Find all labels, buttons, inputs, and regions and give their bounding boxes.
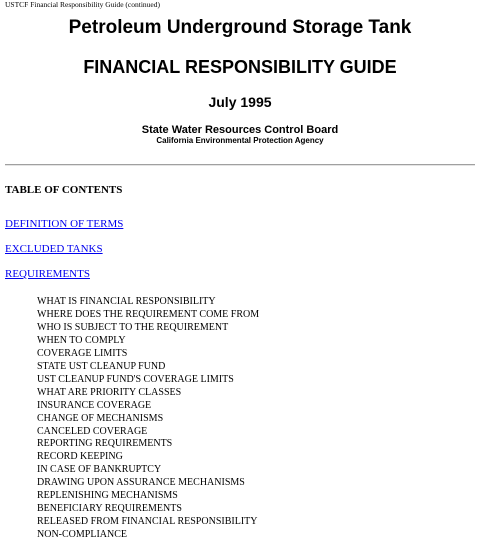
document-title: Petroleum Underground Storage Tank bbox=[68, 17, 412, 38]
document-date: July 1995 bbox=[208, 94, 272, 110]
toc-sub-item: RELEASED FROM FINANCIAL RESPONSIBILITY bbox=[37, 516, 258, 528]
toc-sub-item: RECORD KEEPING bbox=[37, 451, 123, 463]
toc-sub-item: CHANGE OF MECHANISMS bbox=[37, 412, 164, 424]
toc-sub-item: WHERE DOES THE REQUIREMENT COME FROM bbox=[37, 308, 260, 320]
toc-sub-item: UST CLEANUP FUND'S COVERAGE LIMITS bbox=[37, 373, 234, 385]
agency-name: State Water Resources Control Board bbox=[141, 124, 339, 136]
toc-sub-item: STATE UST CLEANUP FUND bbox=[37, 360, 166, 372]
toc-sub-item: WHAT IS FINANCIAL RESPONSIBILITY bbox=[37, 296, 216, 307]
sub-agency-name: California Environmental Protection Agency bbox=[156, 136, 324, 145]
toc-sub-item: CANCELED COVERAGE bbox=[37, 425, 148, 437]
toc-sub-item: WHAT ARE PRIORITY CLASSES bbox=[37, 386, 182, 398]
toc-link-requirements[interactable]: REQUIREMENTS bbox=[5, 268, 90, 280]
toc-sub-item: WHEN TO COMPLY bbox=[37, 334, 126, 346]
running-header: USTCF Financial Responsibility Guide (continued) bbox=[5, 0, 160, 9]
toc-sub-item: REPLENISHING MECHANISMS bbox=[37, 490, 178, 502]
toc-sub-item: NON-COMPLIANCE bbox=[37, 529, 127, 541]
toc-sub-item: WHO IS SUBJECT TO THE REQUIREMENT bbox=[37, 321, 229, 333]
toc-link-excluded-tanks[interactable]: EXCLUDED TANKS bbox=[5, 243, 103, 255]
toc-sub-item: BENEFICIARY REQUIREMENTS bbox=[37, 503, 182, 515]
toc-sub-item: INSURANCE COVERAGE bbox=[37, 399, 152, 411]
toc-sub-item: IN CASE OF BANKRUPTCY bbox=[37, 464, 162, 476]
requirements-sub-list bbox=[37, 296, 259, 542]
toc-sub-item: REPORTING REQUIREMENTS bbox=[37, 438, 173, 450]
toc-sub-item: COVERAGE LIMITS bbox=[37, 347, 128, 359]
horizontal-divider bbox=[5, 164, 475, 166]
document-subtitle: FINANCIAL RESPONSIBILITY GUIDE bbox=[83, 57, 397, 77]
toc-sub-item: DRAWING UPON ASSURANCE MECHANISMS bbox=[37, 477, 245, 489]
toc-heading: TABLE OF CONTENTS bbox=[5, 184, 123, 196]
toc-link-definition-of-terms[interactable]: DEFINITION OF TERMS bbox=[5, 218, 124, 230]
